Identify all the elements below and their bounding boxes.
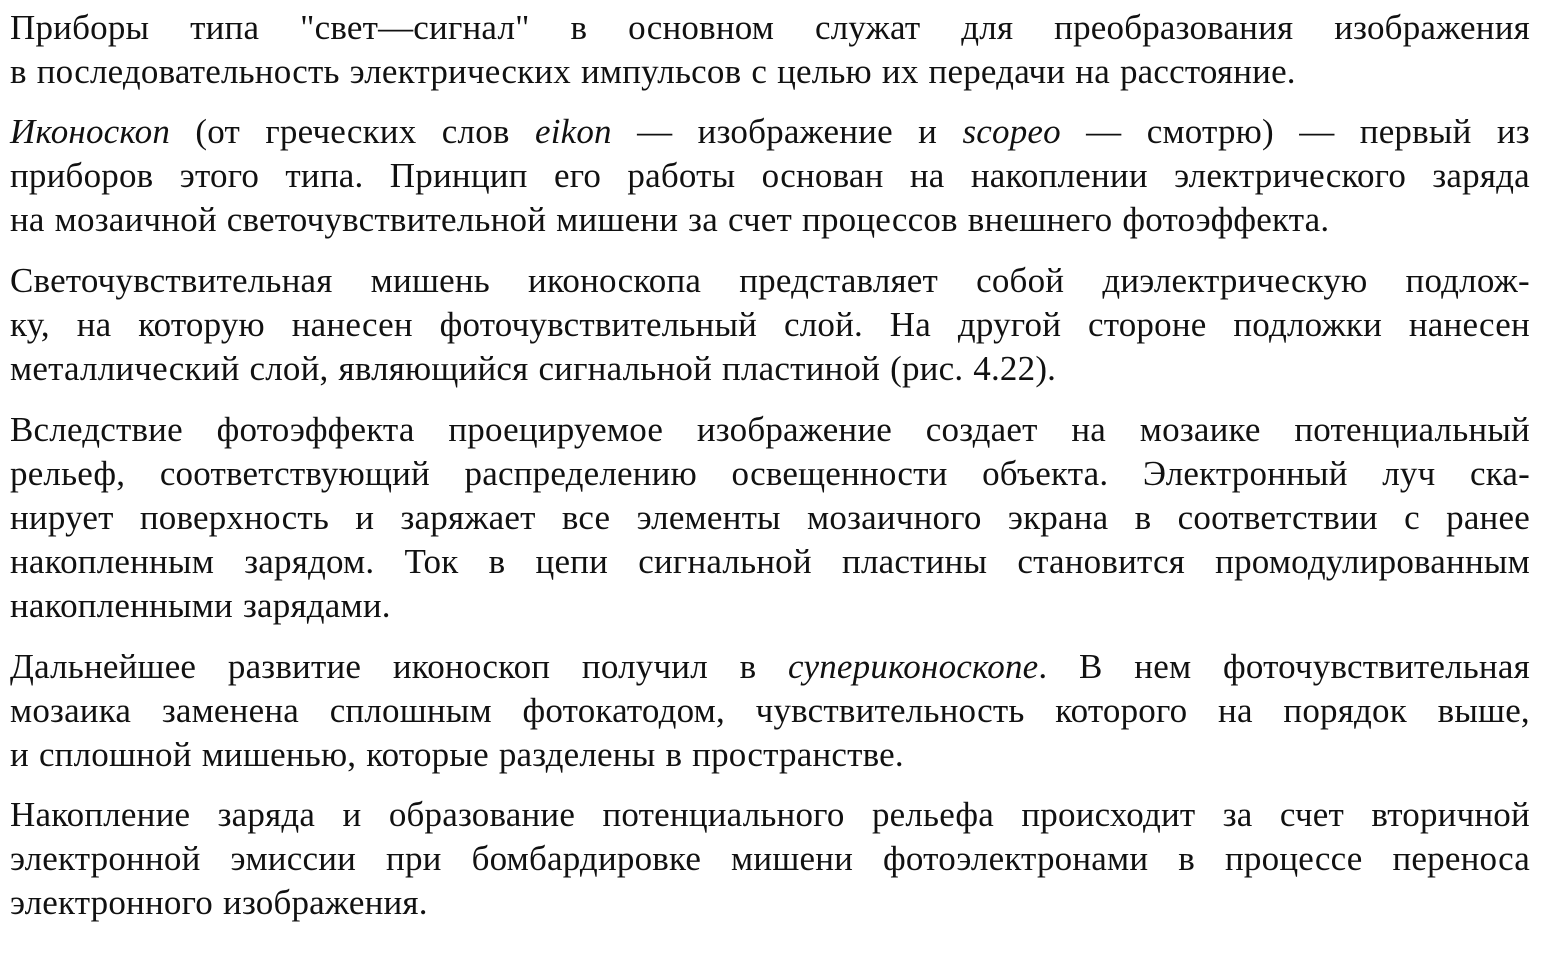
word: изображение [697,112,893,151]
word: представляет [739,261,939,300]
word: накоплении [970,156,1148,195]
word: изображение [696,410,893,449]
word: слов [441,112,510,151]
word: электрического [1174,156,1407,195]
word: фоточувствительный [439,305,758,344]
word: в [665,735,683,774]
word: и [342,795,362,834]
text-line [10,836,1530,882]
text-line [10,732,1530,778]
word: и [355,498,375,537]
text-line [10,109,1530,155]
text-line [10,346,1530,392]
word: порядок [1283,691,1407,730]
word: — [1299,112,1335,151]
word: развитие [227,647,362,686]
word: поверхность [139,498,330,537]
word: промодулированным [1215,542,1530,581]
word: потенциальный [1294,410,1530,449]
text-line [10,258,1530,304]
word: при [386,839,442,878]
word: супериконоскопе. [788,647,1048,686]
text-line [10,302,1530,348]
word: подложки [1233,305,1383,344]
word: подлож- [1405,261,1530,300]
word: служат [815,8,921,47]
word: электронной [10,839,201,878]
word: экрана [1007,498,1109,537]
word: передачи [928,52,1066,91]
word: нирует [10,498,114,537]
text-line [10,153,1530,199]
word: рельефа [871,795,994,834]
word: соответствии [1177,498,1378,537]
word: на [10,200,45,239]
word: заряда [1432,156,1530,195]
word: накопленными [10,586,233,625]
word: пространстве. [692,735,904,774]
word: целью [777,52,872,91]
word: ска- [1469,454,1530,493]
word: мозаике [1139,410,1261,449]
word: на [76,305,112,344]
word: мишени [731,839,854,878]
word: из [1496,112,1530,151]
word: счет [727,200,793,239]
word: в [570,8,588,47]
word: греческих [265,112,417,151]
word: его [553,156,602,195]
text-line [10,197,1530,243]
word: переноса [1392,839,1530,878]
word: сплошным [329,691,492,730]
word: Приборы [10,8,150,47]
word: цепи [535,542,609,581]
word: scopeo [962,112,1061,151]
word: и [10,735,29,774]
word: (от [195,112,240,151]
word: электрических [349,52,571,91]
word: другой [957,305,1062,344]
word: распределению [464,454,697,493]
word: Ток [404,542,459,581]
word: с [751,52,768,91]
word: процессов [802,200,958,239]
word: за [1222,795,1253,834]
word: смотрю) [1146,112,1274,151]
text-line [10,583,1530,629]
word: ранее [1446,498,1530,537]
word: чувствительность [755,691,1025,730]
word: Дальнейшее [10,647,197,686]
word: происходит [1021,795,1196,834]
word: накопленным [10,542,215,581]
word: счет [1279,795,1344,834]
word: нанесен [1408,305,1530,344]
word: мозаичной [54,200,217,239]
word: расстояние. [1119,52,1296,91]
word: Принцип [389,156,528,195]
word: зарядами. [242,586,391,625]
word: мозаичного [807,498,982,537]
word: основном [628,8,775,47]
word: процессе [1225,839,1363,878]
word: фоточувствительная [1223,647,1530,686]
word: и [918,112,938,151]
text-line [10,495,1530,541]
word: которую [138,305,265,344]
word: мишень [370,261,490,300]
word: в [10,52,27,91]
word: мишенью, [201,735,357,774]
word: разделены [498,735,656,774]
word: являющийся [338,349,529,388]
word: На [889,305,932,344]
word: — [1086,112,1122,151]
word: преобразования [1054,8,1294,47]
word: в [739,647,757,686]
word: на [909,156,945,195]
word: рельеф, [10,454,126,493]
word: Светочувствительная [10,261,333,300]
word: первый [1359,112,1472,151]
word: пластины [842,542,988,581]
text-line [10,407,1530,453]
word: вторичной [1371,795,1530,834]
text-line [10,792,1530,838]
word: объекта. [982,454,1109,493]
word: пластиной [722,349,881,388]
word: нем [1134,647,1192,686]
word: создает [925,410,1038,449]
word: изображения. [223,883,428,922]
text-line [10,644,1530,690]
text-line [10,49,1530,95]
text-line [10,539,1530,585]
word: 4.22). [973,349,1057,388]
word: с [1404,498,1420,537]
word: в [1178,839,1196,878]
word: внешнего [967,200,1113,239]
word: на [1071,410,1107,449]
word: сигнальной [638,542,812,581]
word: все [561,498,611,537]
word: ку, [10,305,50,344]
word: слой, [249,349,329,388]
text-line [10,451,1530,497]
text-line [10,688,1530,734]
word: Накопление [10,795,191,834]
word: eikon [534,112,612,151]
word: получил [581,647,708,686]
word: для [961,8,1014,47]
word: сигнальной [538,349,713,388]
word: Иконоскоп [10,112,171,151]
text-line [10,880,1530,926]
word: выше, [1437,691,1530,730]
word: соответствующий [159,454,430,493]
word: этого [179,156,260,195]
word: потенциального [602,795,845,834]
word: фотоэффекта. [1122,200,1330,239]
word: на [1075,52,1110,91]
word: основан [761,156,884,195]
word: Вследствие [10,410,183,449]
word: мишени [556,200,679,239]
word: элементы [636,498,781,537]
word: сплошной [38,735,192,774]
word: светочувствительной [226,200,547,239]
word: в [1134,498,1152,537]
word: иконоскоп [392,647,551,686]
word: фотоэлектронами [883,839,1149,878]
word: электронного [10,883,214,922]
word: типа. [285,156,364,195]
word: типа [190,8,260,47]
word: в [488,542,506,581]
word: заряжает [400,498,536,537]
word: "свет—сигнал" [300,8,530,47]
word: зарядом. [244,542,375,581]
word: освещенности [731,454,948,493]
word: последовательность [36,52,340,91]
word: фотокатодом, [522,691,725,730]
word: приборов [10,156,154,195]
word: — [637,112,673,151]
word: эмиссии [230,839,357,878]
word: на [1218,691,1253,730]
word: бомбардировке [471,839,702,878]
word: заменена [161,691,300,730]
word: металлический [10,349,240,388]
word: луч [1382,454,1436,493]
word: собой [976,261,1065,300]
word: Электронный [1142,454,1348,493]
word: слой. [783,305,863,344]
word: заряда [217,795,316,834]
word: становится [1017,542,1185,581]
text-line [10,5,1530,51]
word: импульсов [580,52,742,91]
word: В [1079,647,1103,686]
word: нанесен [291,305,413,344]
word: за [688,200,718,239]
word: изображения [1334,8,1530,47]
word: которые [366,735,489,774]
word: (рис. [890,349,964,388]
word: мозаика [10,691,132,730]
word: их [881,52,919,91]
word: стороне [1087,305,1207,344]
word: диэлектрическую [1102,261,1368,300]
word: фотоэффекта [216,410,415,449]
word: образование [388,795,576,834]
word: иконоскопа [528,261,702,300]
word: работы [627,156,736,195]
word: которого [1055,691,1188,730]
word: проецируемое [448,410,664,449]
